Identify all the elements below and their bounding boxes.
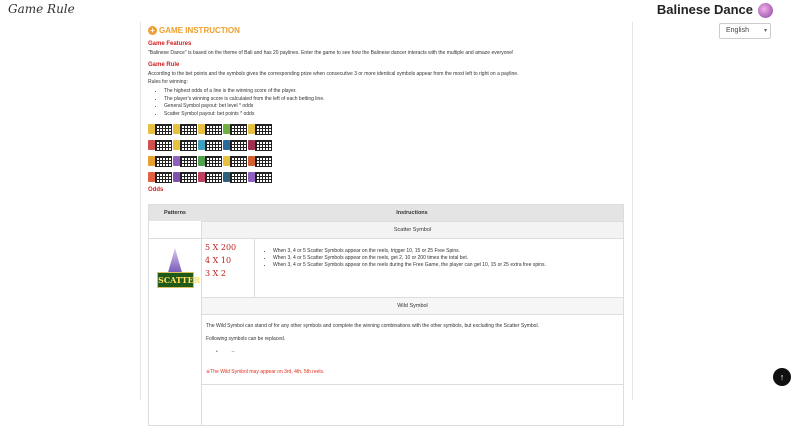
list-item: • The highest odds of a line is the winning score of the player. <box>164 88 628 96</box>
list-item: • When 3, 4 or 5 Scatter Symbols appear on the reels, get 2, 10 or 200 times the total bet. <box>273 255 623 262</box>
payline-symbol-grid <box>148 123 628 185</box>
scatter-row <box>149 238 623 297</box>
list-item: • Scatter Symbol payout: bet points * odds <box>164 111 628 119</box>
payline-pattern-icon <box>173 171 197 183</box>
winning-rules-list <box>148 88 628 118</box>
payline-pattern-icon <box>248 139 272 151</box>
payline-pattern-icon <box>173 123 197 135</box>
chevron-down-icon: ▾ <box>763 28 767 34</box>
wild-symbol-title: Wild Symbol <box>201 297 623 314</box>
symbol-row <box>148 123 628 137</box>
odds-value: 3 X 2 <box>205 269 226 278</box>
odds-value: 5 X 200 <box>205 243 237 252</box>
payline-pattern-icon <box>148 155 172 167</box>
list-item: • General Symbol payout: bet level * odds <box>164 103 628 111</box>
list-item: • The player's winning score is calculated from the left of each betting line. <box>164 96 628 104</box>
scatter-symbol-icon <box>156 248 201 288</box>
table-row <box>201 384 623 425</box>
payline-pattern-icon <box>248 123 272 135</box>
wild-replace-text: Following symbols can be replaced. <box>206 336 286 342</box>
scatter-symbol-label: SCATTER <box>157 272 194 288</box>
game-rule-logo: Game Rule <box>8 2 75 16</box>
scroll-top-button[interactable]: ↑ <box>773 368 791 386</box>
payline-pattern-icon <box>173 155 197 167</box>
scatter-instructions <box>254 239 623 297</box>
game-logo-icon <box>758 3 773 18</box>
patterns-column-header: Patterns <box>163 210 186 216</box>
scatter-symbol-title: Scatter Symbol <box>201 221 623 238</box>
payline-pattern-icon <box>148 139 172 151</box>
content-right-border <box>632 22 633 400</box>
wild-text: The Wild Symbol can stand of for any other symbols and complete the winning combinations with the other symbols, but excluding the Scatter Symbol. <box>206 323 539 329</box>
rules-for-winning: Rules for winning： <box>148 79 192 85</box>
symbol-row <box>148 171 628 185</box>
odds-heading: Odds <box>148 187 164 193</box>
features-text: "Balinese Dance" is based on the theme of Bali and has 20 paylines. Enter the game to see how the Balinese dancer interacts with the multiple and amaze everyone! <box>148 50 514 56</box>
payline-pattern-icon <box>148 123 172 135</box>
symbol-row <box>148 139 628 153</box>
content-left-border <box>140 22 141 400</box>
payline-pattern-icon <box>223 155 247 167</box>
payline-pattern-icon <box>248 155 272 167</box>
list-item: • When 3, 4 or 5 Scatter Symbols appear on the reels, trigger 10, 15 or 25 Free Spins. <box>273 248 623 255</box>
payline-pattern-icon <box>198 155 222 167</box>
game-title: Balinese Dance <box>656 2 753 17</box>
language-value: English <box>726 27 749 34</box>
features-heading: Game Features <box>148 41 192 47</box>
payline-pattern-icon <box>223 171 247 183</box>
payline-pattern-icon <box>223 139 247 151</box>
payline-pattern-icon <box>223 123 247 135</box>
payline-pattern-icon <box>198 123 222 135</box>
wild-instructions <box>201 314 623 384</box>
wild-note: ※The Wild Symbol may appear on 3rd, 4th, 5th reels. <box>206 369 325 375</box>
plus-circle-icon: + <box>148 26 157 35</box>
section-title-text: GAME INSTRUCTION <box>159 25 240 35</box>
payline-pattern-icon <box>148 171 172 183</box>
list-item: • When 3, 4 or 5 Scatter Symbols appear on the reels during the Free Game, the player can get 10, 15 or 25 extra free spins. <box>273 262 623 269</box>
scatter-pattern-cell <box>149 239 201 297</box>
paytable-header <box>149 205 623 221</box>
symbol-row <box>148 155 628 169</box>
top-bar <box>0 0 783 22</box>
rules-content <box>148 24 628 195</box>
payline-pattern-icon <box>198 171 222 183</box>
language-select[interactable] <box>719 23 771 39</box>
rule-heading: Game Rule <box>148 62 180 68</box>
instructions-column-header: Instructions <box>396 210 428 216</box>
rule-text: According to the bet points and the symbols gives the corresponding prize when consecutive 3 or more identical symbols appear from the most left to right on a payline. <box>148 71 519 77</box>
section-title <box>148 24 628 36</box>
payline-pattern-icon <box>198 139 222 151</box>
scatter-odds <box>201 239 254 297</box>
payline-pattern-icon <box>173 139 197 151</box>
paytable <box>148 204 624 426</box>
odds-value: 4 X 10 <box>205 256 232 265</box>
replaceable-symbols: • – <box>216 349 235 355</box>
payline-pattern-icon <box>248 171 272 183</box>
